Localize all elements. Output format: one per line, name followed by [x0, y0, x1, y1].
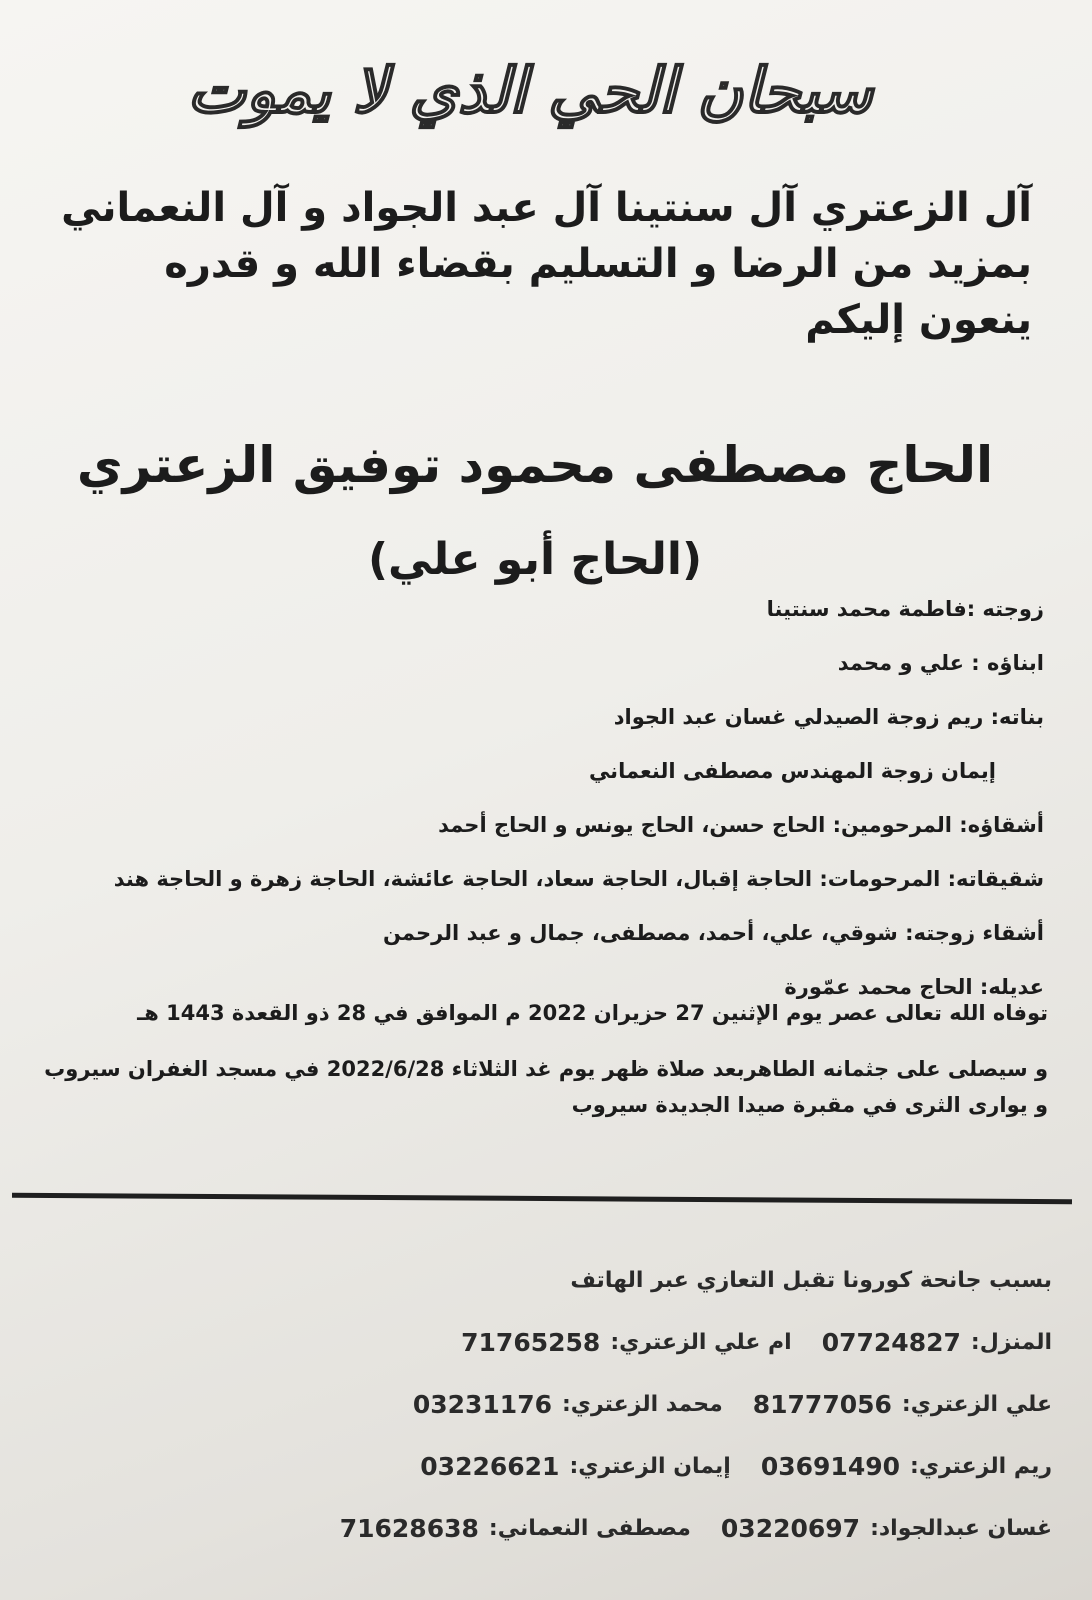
relatives-brother-in-law: عديله: الحاج محمد عمّورة: [784, 975, 1044, 999]
death-date-line: توفاه الله تعالى عصر يوم الإثنين 27 حزيران 2022 م الموافق في 28 ذو القعدة 1443 هـ: [137, 1001, 1048, 1025]
calligraphy-header: سبحان الحي الذي لا يموت: [187, 53, 873, 127]
phone-number: 71628638: [339, 1514, 479, 1543]
phone-entry: [461, 1312, 792, 1374]
phone-label: المنزل:: [970, 1330, 1052, 1355]
phone-entry: [761, 1436, 1052, 1498]
deceased-name: الحاج مصطفى محمود توفيق الزعتري: [76, 436, 994, 494]
phone-number: 03691490: [760, 1452, 901, 1481]
phone-number: 07724827: [821, 1328, 961, 1357]
phone-entry: [340, 1498, 691, 1560]
burial-line: و يوارى الثرى في مقبرة صيدا الجديدة سيروب: [571, 1093, 1048, 1117]
relatives-daughters: بناته: ريم زوجة الصيدلي غسان عبد الجواد: [613, 705, 1044, 729]
deceased-nickname: (الحاج أبو علي): [367, 534, 703, 585]
relatives-wife: زوجته :فاطمة محمد سنتينا: [766, 597, 1044, 621]
phone-label: ريم الزعتري:: [910, 1454, 1052, 1479]
phone-row: [52, 1374, 1052, 1436]
phone-row: [52, 1436, 1052, 1498]
relatives-sons: ابناؤه : علي و محمد: [837, 651, 1044, 675]
relatives-brothers: أشقاؤه: المرحومين: الحاج حسن، الحاج يونس و الحاج أحمد: [438, 813, 1044, 837]
relatives-sisters: شقيقاته: المرحومات: الحاجة إقبال، الحاجة سعاد، الحاجة عائشة، الحاجة زهرة و الحاجة هند: [113, 867, 1044, 891]
phone-entry: [413, 1374, 723, 1436]
families-announcement: [42, 180, 1032, 348]
phone-number: 03220697: [720, 1514, 861, 1543]
condolence-section: [52, 1250, 1052, 1560]
prayer-line: و سيصلى على جثمانه الطاهربعد صلاة ظهر يوم غد الثلاثاء 2022/6/28 في مسجد الغفران سيروب: [44, 1057, 1048, 1081]
phone-label: علي الزعتري:: [901, 1392, 1052, 1417]
phone-entry: [420, 1436, 731, 1498]
relatives-wife-brothers: أشقاء زوجته: شوقي، علي، أحمد، مصطفى، جمال و عبد الرحمن: [383, 921, 1044, 945]
phone-label: إيمان الزعتري:: [569, 1454, 731, 1479]
phone-number: 03226621: [420, 1452, 560, 1481]
phone-row: [52, 1498, 1052, 1560]
divider-line: [12, 1193, 1072, 1204]
relatives-list: [44, 582, 1044, 1014]
announcement-line: بمزيد من الرضا و التسليم بقضاء الله و قدره ينعون إليكم: [164, 241, 1032, 343]
phone-number: 71765258: [461, 1328, 601, 1357]
condolence-intro: بسبب جانحة كورونا تقبل التعازي عبر الهاتف: [570, 1268, 1052, 1293]
relatives-daughters-cont: إيمان زوجة المهندس مصطفى النعماني: [588, 759, 996, 783]
phone-label: ام علي الزعتري:: [610, 1330, 792, 1355]
funeral-notice: [28, 995, 1048, 1123]
phone-number: 81777056: [752, 1390, 892, 1419]
phone-row: [52, 1312, 1052, 1374]
phone-number: 03231176: [412, 1390, 552, 1419]
phone-entry: [753, 1374, 1052, 1436]
phone-label: محمد الزعتري:: [562, 1392, 723, 1417]
families-line: آل الزعتري آل سنتينا آل عبد الجواد و آل النعماني: [61, 185, 1032, 231]
phone-label: غسان عبدالجواد:: [870, 1516, 1052, 1541]
phone-entry: [721, 1498, 1052, 1560]
phone-entry: [822, 1312, 1052, 1374]
phone-label: مصطفى النعماني:: [488, 1516, 691, 1541]
